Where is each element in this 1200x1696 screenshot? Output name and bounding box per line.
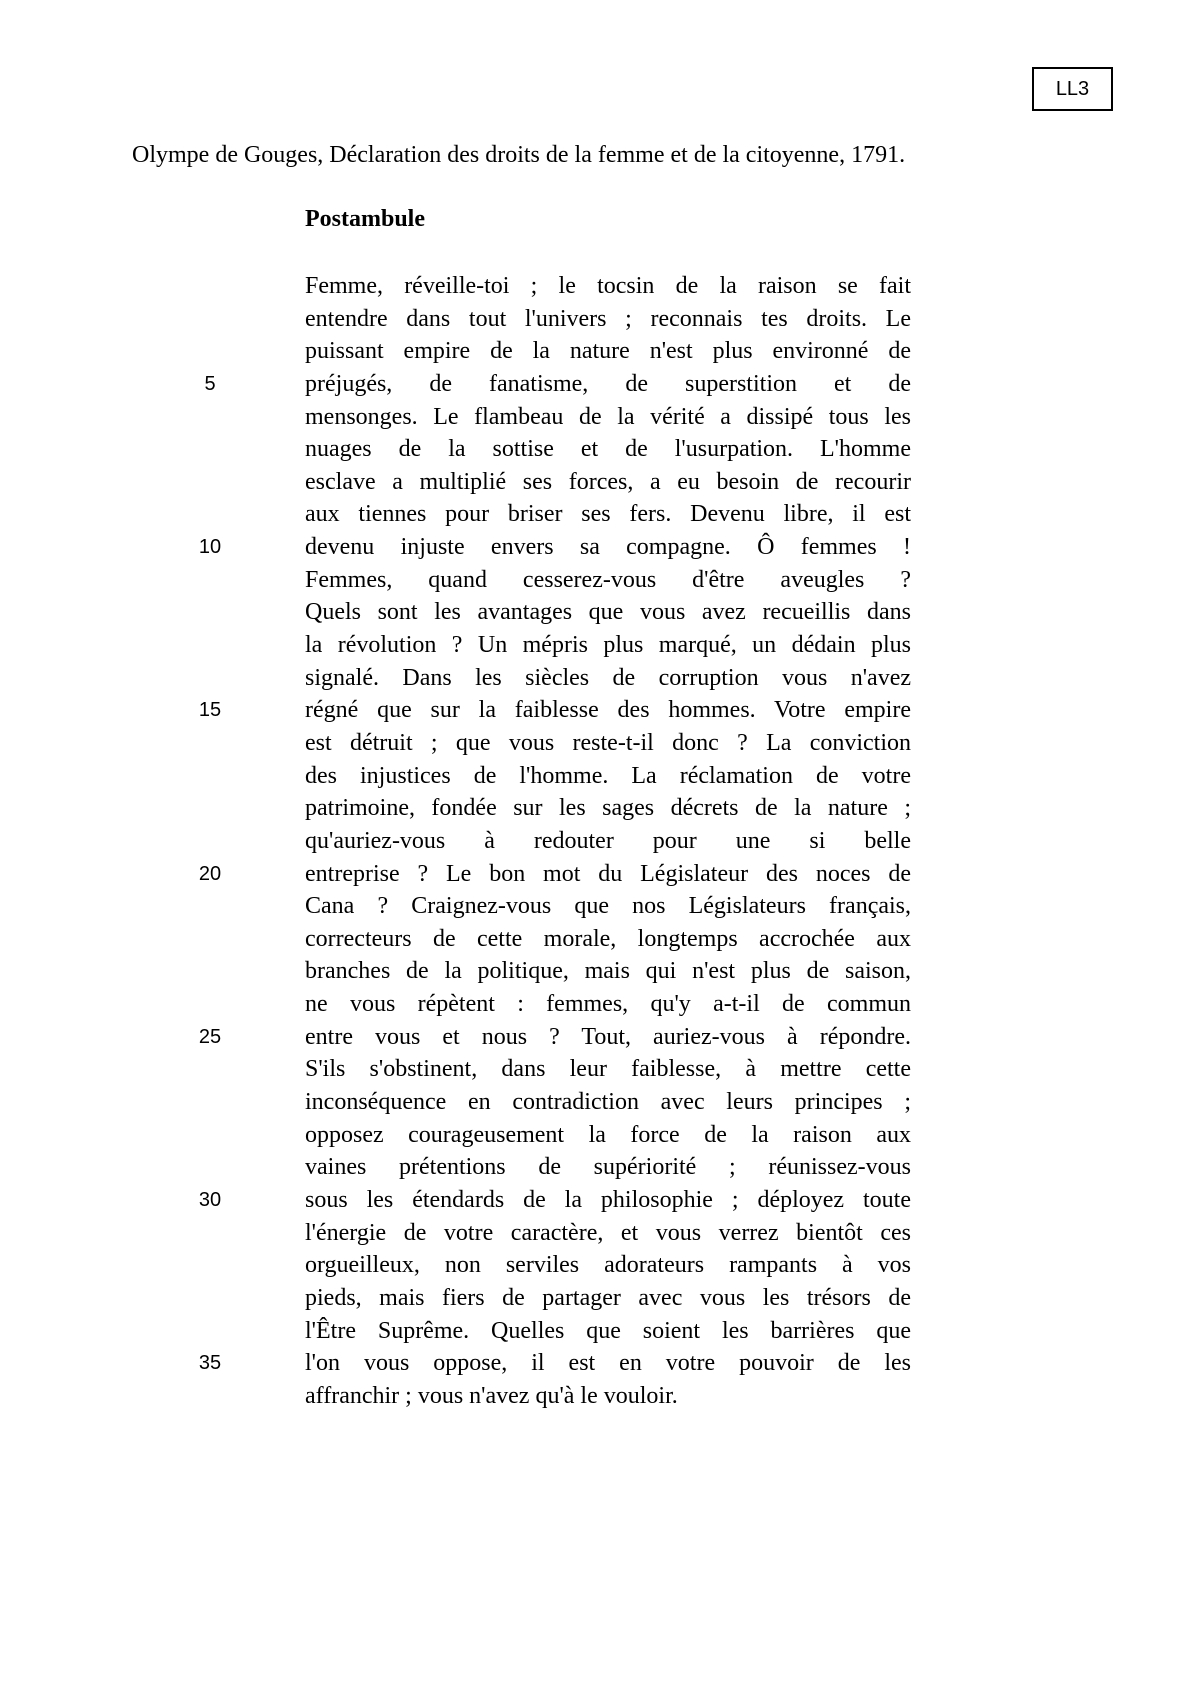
line-text: l'énergie de votre caractère, et vous verrez bientôt ces xyxy=(305,1219,911,1246)
line-text: branches de la politique, mais qui n'est plus de saison, xyxy=(305,958,911,985)
line-text: nuages de la sottise et de l'usurpation. L'homme xyxy=(305,436,911,463)
text-line xyxy=(198,531,911,564)
text-line xyxy=(305,303,911,336)
text-line xyxy=(305,1282,911,1315)
line-text: entendre dans tout l'univers ; reconnais tes droits. Le xyxy=(305,305,911,332)
line-text: Femme, réveille-toi ; le tocsin de la raison se fait xyxy=(305,273,911,299)
text-line xyxy=(305,825,911,858)
text-line xyxy=(305,662,911,695)
line-number: 20 xyxy=(198,862,222,885)
text-line xyxy=(305,955,911,988)
line-number: 25 xyxy=(198,1025,222,1048)
text-line xyxy=(305,401,911,434)
line-text: entreprise ? Le bon mot du Législateur des noces de xyxy=(305,860,911,887)
text-line xyxy=(305,1249,911,1282)
line-number: 15 xyxy=(198,699,222,722)
line-text: l'Être Suprême. Quelles que soient les barrières que xyxy=(305,1317,911,1344)
text-line xyxy=(204,368,911,401)
line-text: Cana ? Craignez-vous que nos Législateurs français, xyxy=(305,893,911,920)
text-line xyxy=(305,923,911,956)
line-text: régné que sur la faiblesse des hommes. Votre empire xyxy=(305,697,911,724)
text-line xyxy=(198,1347,911,1380)
line-number: 35 xyxy=(198,1352,222,1375)
line-text: opposez courageusement la force de la raison aux xyxy=(305,1121,911,1148)
line-text: la révolution ? Un mépris plus marqué, un dédain plus xyxy=(305,632,911,659)
line-text: esclave a multiplié ses forces, a eu besoin de recourir xyxy=(305,468,911,495)
line-text: est détruit ; que vous reste-t-il donc ? La conviction xyxy=(305,729,911,756)
text-line xyxy=(305,498,911,531)
text-line xyxy=(305,792,911,825)
text-line xyxy=(305,1151,911,1184)
line-text: aux tiennes pour briser ses fers. Devenu libre, il est xyxy=(305,501,911,528)
text-line xyxy=(198,1021,911,1054)
text-line xyxy=(305,335,911,368)
line-text: inconséquence en contradiction avec leurs principes ; xyxy=(305,1089,911,1116)
line-text: affranchir ; vous n'avez qu'à le vouloir. xyxy=(305,1382,678,1409)
text-line xyxy=(305,760,911,793)
text-line xyxy=(198,858,911,891)
line-text: entre vous et nous ? Tout, auriez-vous à répondre. xyxy=(305,1023,911,1050)
section-heading: Postambule xyxy=(305,206,425,232)
text-line xyxy=(305,270,911,303)
text-line xyxy=(198,1184,911,1217)
text-line xyxy=(198,694,911,727)
line-text: ne vous répètent : femmes, qu'y a-t-il de commun xyxy=(305,991,911,1018)
text-line xyxy=(305,1119,911,1152)
line-text: patrimoine, fondée sur les sages décrets de la nature ; xyxy=(305,795,911,822)
line-text: orgueilleux, non serviles adorateurs rampants à vos xyxy=(305,1252,911,1279)
line-text: S'ils s'obstinent, dans leur faiblesse, à mettre cette xyxy=(305,1056,911,1083)
text-line xyxy=(305,890,911,923)
line-text: devenu injuste envers sa compagne. Ô femmes ! xyxy=(305,534,911,561)
text-line xyxy=(305,988,911,1021)
line-text: correcteurs de cette morale, longtemps accrochée aux xyxy=(305,925,911,952)
text-line xyxy=(305,1086,911,1119)
line-text: pieds, mais fiers de partager avec vous les trésors de xyxy=(305,1284,911,1311)
text-body xyxy=(198,270,911,1412)
line-number: 5 xyxy=(204,372,216,395)
line-text: puissant empire de la nature n'est plus environné de xyxy=(305,338,911,365)
line-number: 10 xyxy=(198,536,222,559)
text-line xyxy=(305,466,911,499)
text-line xyxy=(305,727,911,760)
line-text: des injustices de l'homme. La réclamation de votre xyxy=(305,762,911,789)
line-text: sous les étendards de la philosophie ; déployez toute xyxy=(305,1186,911,1213)
page-label: LL3 xyxy=(1055,77,1090,100)
line-text: signalé. Dans les siècles de corruption vous n'avez xyxy=(305,664,911,691)
line-text: Femmes, quand cesserez-vous d'être aveugles ? xyxy=(305,566,911,593)
line-number: 30 xyxy=(198,1188,222,1211)
text-line xyxy=(305,1053,911,1086)
line-text: vaines prétentions de supériorité ; réunissez-vous xyxy=(305,1154,911,1181)
text-line xyxy=(305,564,911,597)
text-line xyxy=(305,1380,911,1413)
line-text: mensonges. Le flambeau de la vérité a dissipé tous les xyxy=(305,403,911,430)
text-line xyxy=(305,629,911,662)
text-line xyxy=(305,433,911,466)
text-line xyxy=(305,1315,911,1348)
line-text: préjugés, de fanatisme, de superstition et de xyxy=(305,370,911,397)
page-label-box xyxy=(1032,67,1113,111)
line-text: l'on vous oppose, il est en votre pouvoir de les xyxy=(305,1350,911,1377)
text-line xyxy=(305,596,911,629)
line-text: qu'auriez-vous à redouter pour une si belle xyxy=(305,827,911,854)
line-text: Quels sont les avantages que vous avez recueillis dans xyxy=(305,599,911,626)
document-title: Olympe de Gouges, Déclaration des droits de la femme et de la citoyenne, 1791. xyxy=(132,142,906,168)
text-line xyxy=(305,1217,911,1250)
